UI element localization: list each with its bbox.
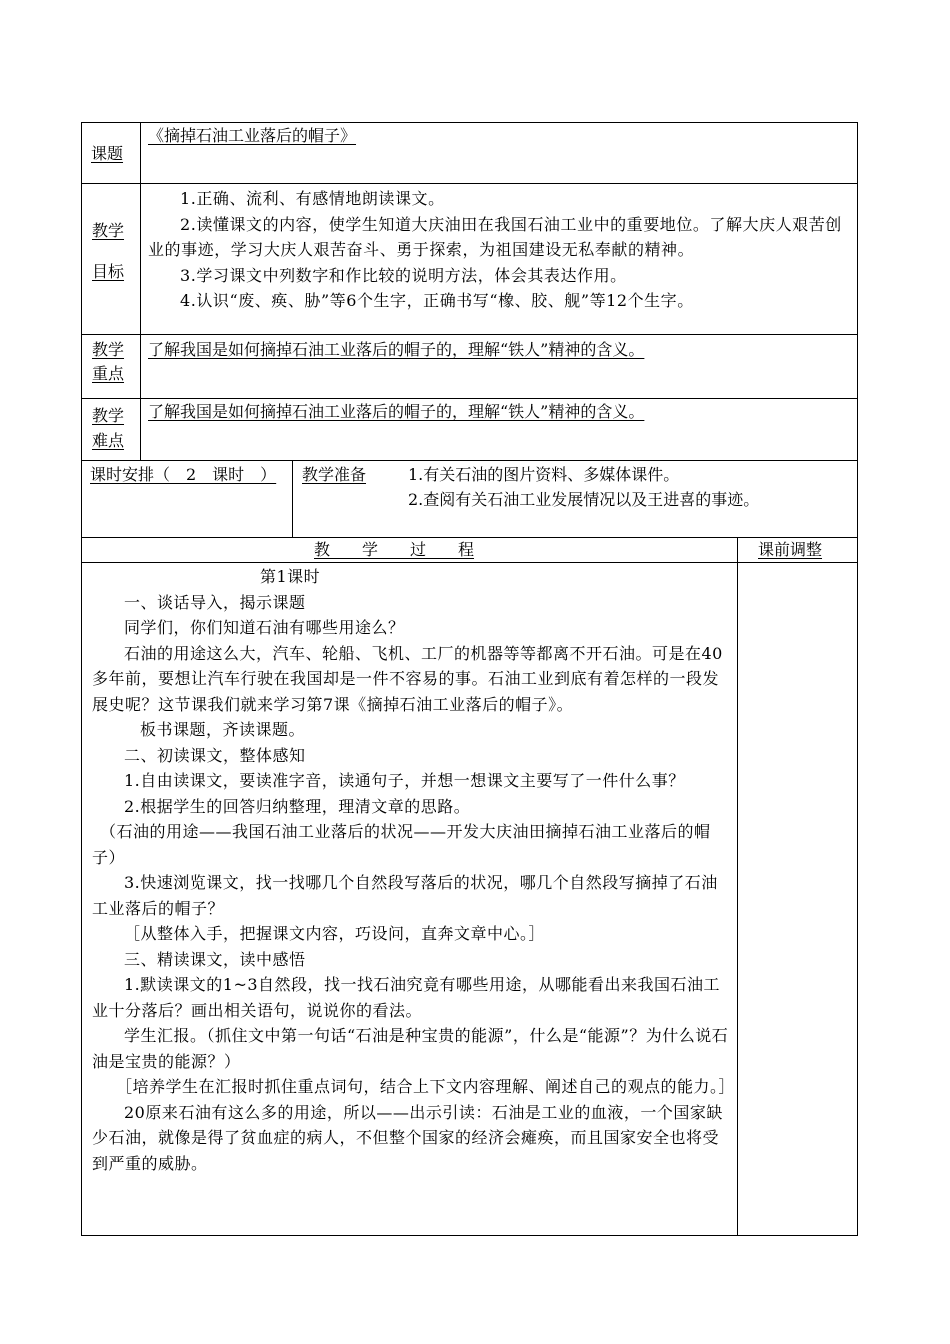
process-paragraph: 1.自由读课文，要读准字音，读通句子，并想一想课文主要写了一件什么事？ [124,771,685,790]
prep-label: 教学准备 [302,465,367,484]
adjust-column-divider [737,537,738,1236]
objective-item: 2.读懂课文的内容，使学生知道大庆油田在我国石油工业中的重要地位。了解大庆人艰苦创业的事迹，学习大庆人艰苦奋斗、勇于探索，为祖国建设无私奉献的精神。 [148,214,842,260]
row-divider [81,460,858,461]
difficulty-label-line1: 教学 [92,406,125,425]
process-paragraph: 1.默读课文的1~3自然段，找一找石油究竟有哪些用途，从哪能看出来我国石油工业十分落后？画出相关语句，说说你的看法。 [92,975,721,1020]
objectives-label-line2: 目标 [92,262,125,281]
schedule-text: 课时安排（ 2 课时 ） [90,465,277,484]
objectives-label-line1: 教学 [92,221,125,240]
key-point-label-line2: 重点 [92,364,125,383]
process-paragraph: 板书课题，齐读课题。 [140,720,306,739]
key-point-text: 了解我国是如何摘掉石油工业落后的帽子的，理解“铁人”精神的含义。 [148,340,645,359]
design-note: ［从整体入手，把握课文内容，巧设问，直奔文章中心。］ [124,924,546,943]
teaching-process [92,564,736,1176]
process-paragraph: （石油的用途——我国石油工业落后的状况——开发大庆油田摘掉石油工业落后的帽子） [92,822,711,867]
process-paragraph: 石油的用途这么大，汽车、轮船、飞机、工厂的机器等等都离不开石油。可是在40多年前，要想让汽车行驶在我国却是一件不容易的事。石油工业到底有着怎样的一段发展史呢？这节课我们就来学习第7课《摘掉石油工业落后的帽子》。 [92,643,723,714]
prep-item: 2.查阅有关石油工业发展情况以及王进喜的事迹。 [408,490,760,509]
lesson-number: 第1课时 [260,567,321,586]
difficulty-label-line2: 难点 [92,431,125,450]
title-label: 课题 [91,144,124,163]
row-divider [81,334,858,335]
label-column-divider [140,122,141,460]
section-heading: 二、初读课文，整体感知 [124,745,306,765]
process-paragraph: 学生汇报。（抓住文中第一句话“石油是种宝贵的能源”，什么是“能源”？为什么说石油是宝贵的能源？） [92,1026,729,1071]
row-divider [81,183,858,184]
section-heading: 三、精读课文，读中感悟 [124,949,306,969]
row-divider [81,562,858,563]
objective-item: 4.认识“废、痪、胁”等6个生字，正确书写“橡、胶、舰”等12个生字。 [180,291,694,311]
difficulty-text: 了解我国是如何摘掉石油工业落后的帽子的，理解“铁人”精神的含义。 [148,402,645,421]
process-paragraph: 同学们，你们知道石油有哪些用途么？ [124,618,405,637]
objective-item: 1.正确、流利、有感情地朗读课文。 [180,189,445,208]
process-paragraph: 3.快速浏览课文，找一找哪几个自然段写落后的状况，哪几个自然段写摘掉了石油工业落后的帽子？ [92,873,718,918]
prep-item: 1.有关石油的图片资料、多媒体课件。 [408,465,680,484]
row-divider [81,398,858,399]
section-heading: 一、谈话导入，揭示课题 [124,592,306,612]
process-paragraph: 20原来石油有这么多的用途，所以——出示引读：石油是工业的血液，一个国家缺少石油，就像是得了贫血症的病人，不但整个国家的经济会瘫痪，而且国家安全也将受到严重的威胁。 [92,1102,723,1173]
key-point-label-line1: 教学 [92,340,125,359]
process-paragraph: 2.根据学生的回答归纳整理，理清文章的思路。 [124,796,471,816]
objective-item: 3.学习课文中列数字和作比较的说明方法，体会其表达作用。 [180,265,627,285]
schedule-divider [292,460,293,537]
process-header: 教 学 过 程 [314,540,475,559]
lesson-title: 《摘掉石油工业落后的帽子》 [148,126,357,145]
adjust-header: 课前调整 [758,540,823,559]
objectives-list [148,186,852,314]
design-note: ［培养学生在汇报时抓住重点词句，结合上下文内容理解、阐述自己的观点的能力。］ [116,1077,736,1096]
